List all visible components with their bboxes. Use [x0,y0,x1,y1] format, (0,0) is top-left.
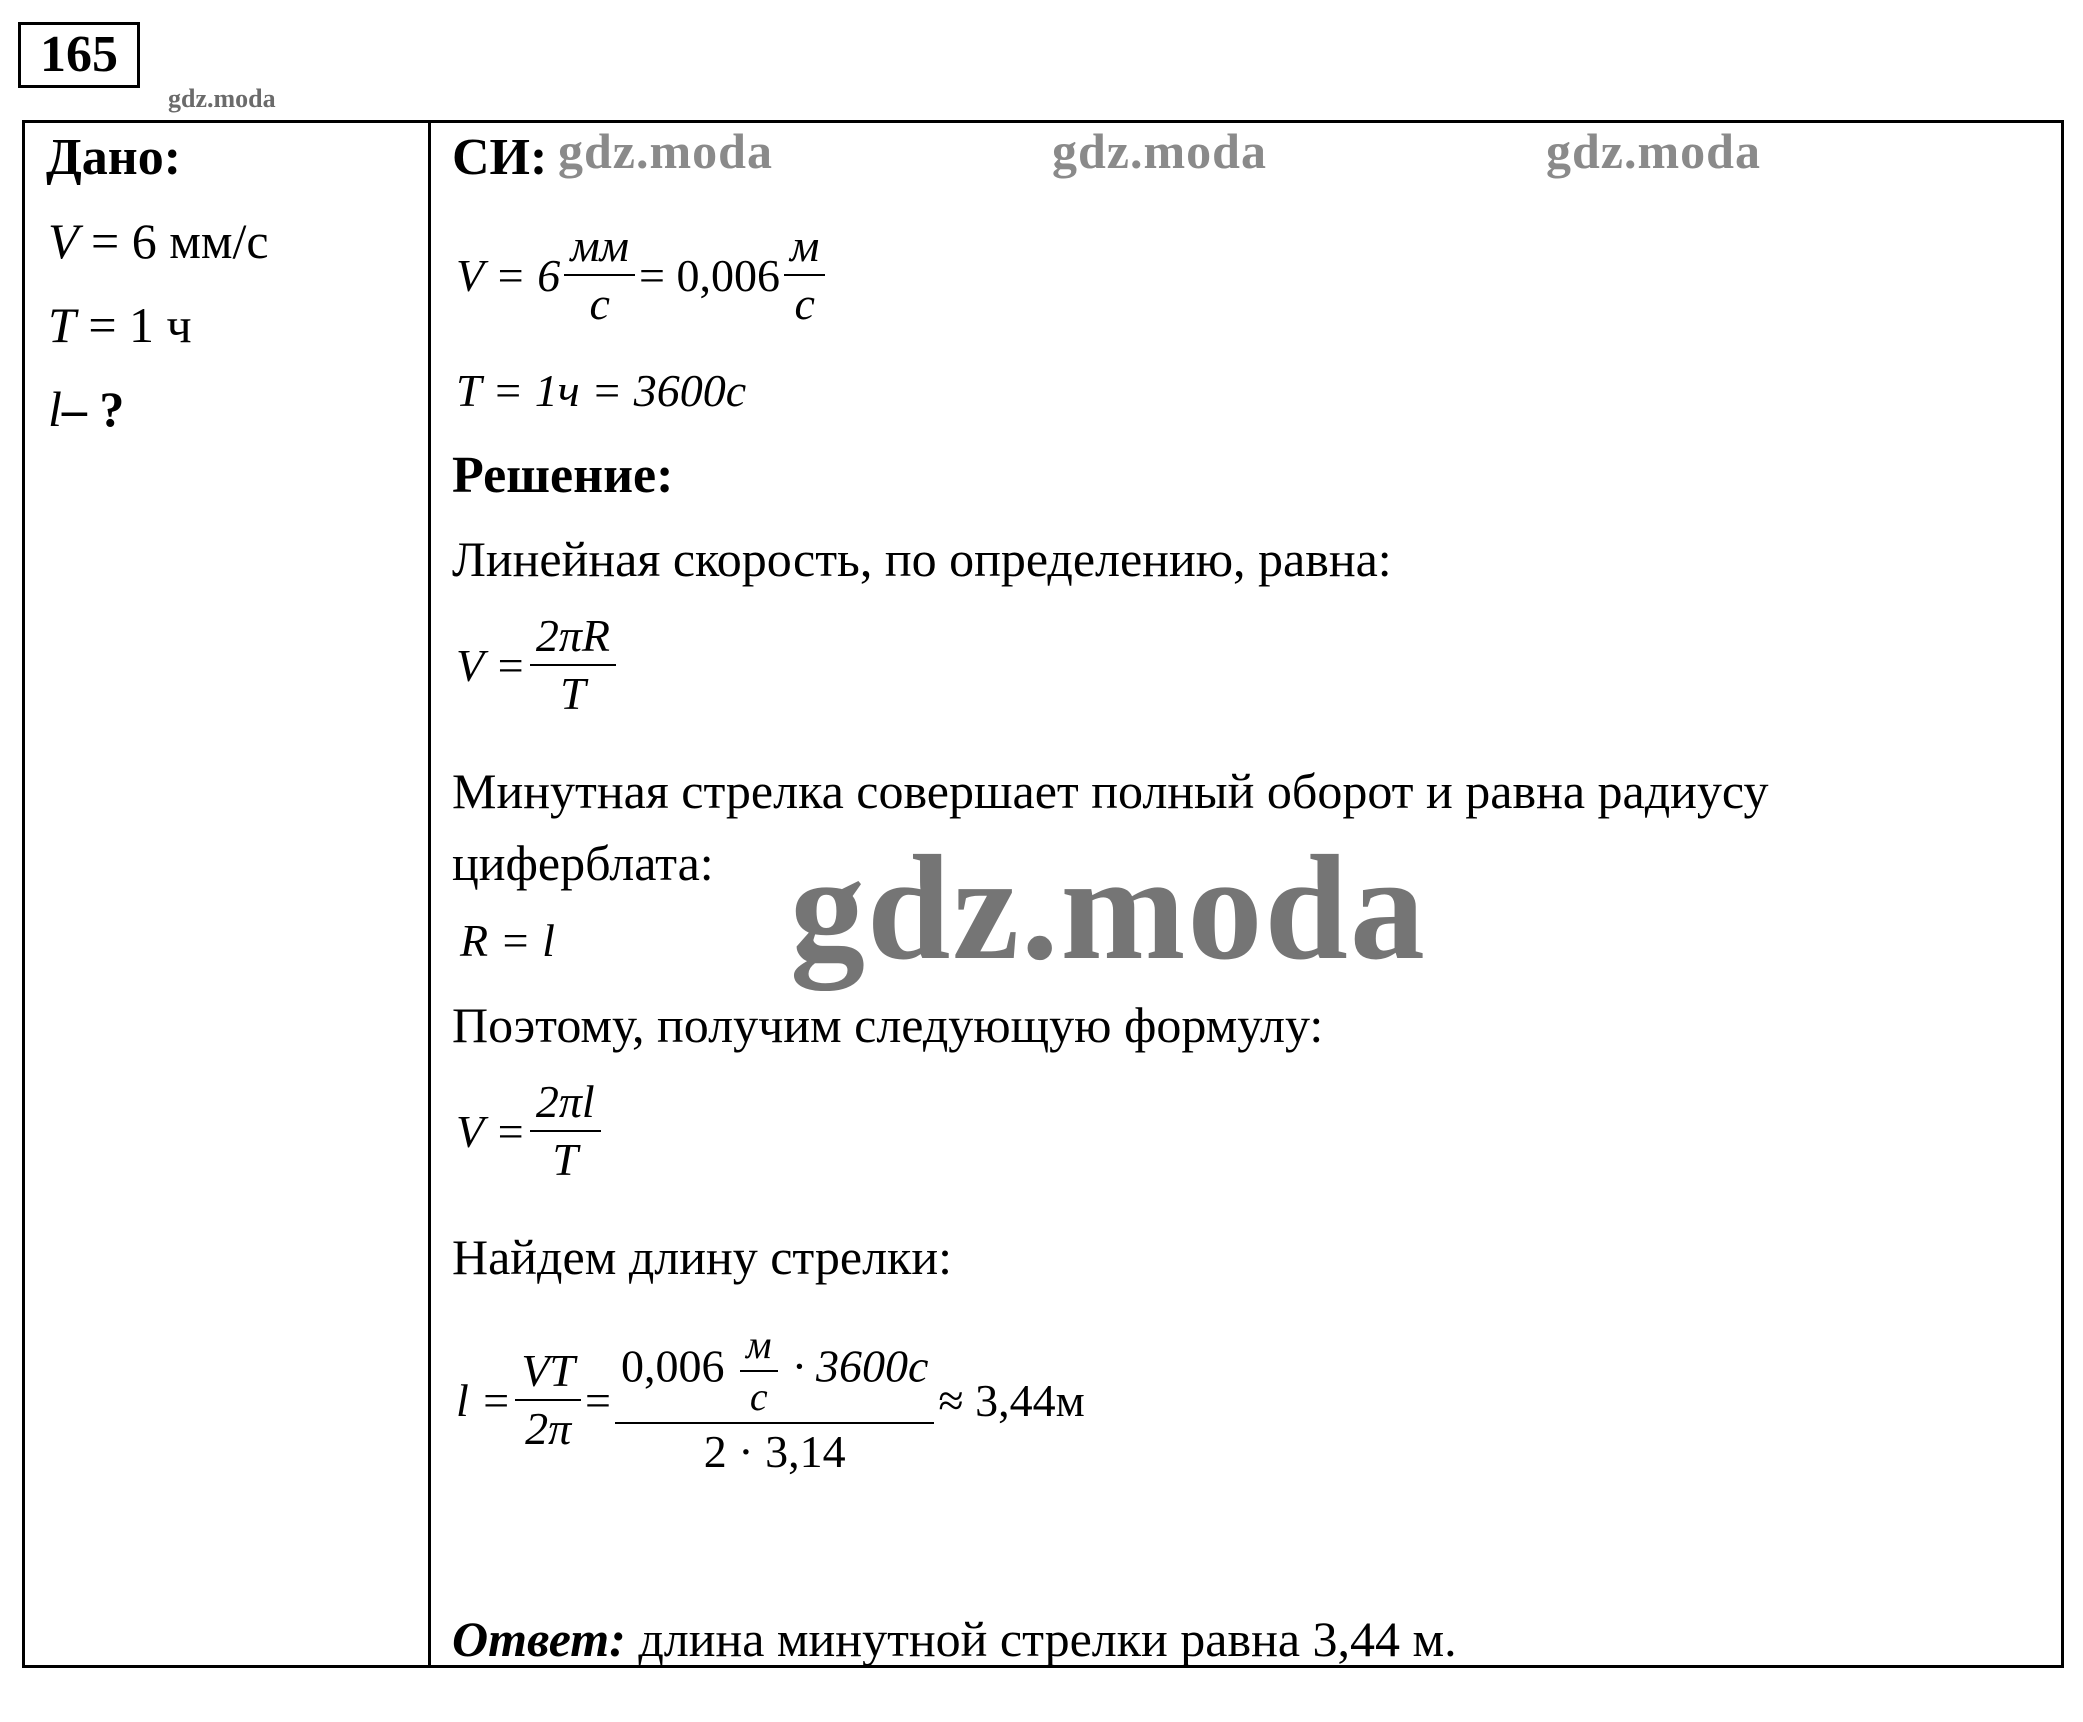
column-divider [428,120,431,1668]
si-velocity-num-2: м [784,222,825,276]
given-heading: Дано: [46,129,182,186]
formula-1-den: T [560,668,586,720]
answer-text: длина минутной стрелки равна 3,44 м. [638,1611,1457,1667]
given-velocity-var: V [48,213,79,269]
si-velocity-frac-1 [564,222,635,329]
formula-4-result: ≈ 3,44м [938,1374,1085,1426]
formula-4-inner-num: м [740,1324,778,1372]
formula-4-num-2-b: · 3600с [793,1340,929,1392]
formula-1-frac [530,612,616,719]
formula-4-frac-2 [615,1324,934,1476]
si-velocity-num-1: мм [564,222,635,276]
given-velocity-value: = 6 мм/с [91,213,269,269]
solution-paragraph-4: Найдем длину стрелки: [452,1229,952,1285]
formula-radius-equals-length: R = l [460,915,555,966]
formula-3-left: V = [456,1105,526,1157]
given-unknown [48,380,124,438]
answer-label: Ответ: [452,1611,626,1667]
formula-length-calculation [456,1324,1085,1476]
formula-4-equals: = [585,1374,611,1426]
watermark-center: gdz.moda [790,825,1427,991]
si-velocity-left: V = 6 [456,249,561,301]
si-velocity-mid: = 0,006 [639,249,780,301]
formula-4-num-2 [615,1324,934,1424]
formula-4-den-1: 2π [525,1403,572,1455]
formula-1-left: V = [456,639,526,691]
formula-4-num-2-a: 0,006 [620,1340,725,1392]
given-velocity [48,212,269,270]
si-velocity-den-1: с [589,278,610,330]
given-unknown-value: – ? [61,381,125,437]
formula-4-inner-den: с [749,1374,768,1419]
formula-3-den: T [552,1134,579,1186]
answer-line [452,1610,1457,1668]
given-unknown-var: l [48,381,62,437]
si-velocity-den-2: с [794,278,815,330]
watermark-top-2: gdz.moda [1052,123,1267,179]
formula-4-left: l = [456,1374,512,1426]
solution-paragraph-3: Поэтому, получим следующую формулу: [452,997,1324,1053]
given-period-value: = 1 ч [88,297,192,353]
formula-4-num-1: VT [515,1347,581,1401]
si-velocity-formula [456,222,829,329]
formula-3-num: 2πl [530,1078,601,1132]
solution-heading: Решение: [452,447,674,504]
watermark-top-3: gdz.moda [1546,123,1761,179]
si-heading: СИ: [452,129,548,186]
formula-4-inner-frac [740,1324,778,1418]
watermark-small: gdz.moda [168,84,276,113]
given-period-var: T [48,297,76,353]
formula-1-num: 2πR [530,612,616,666]
si-velocity-frac-2 [784,222,825,329]
solution-paragraph-2-line-1: Минутная стрелка совершает полный оборот и равна радиусу [452,763,1769,819]
solution-paragraph-1: Линейная скорость, по определению, равна: [452,531,1392,587]
formula-velocity-length [456,1078,605,1185]
solution-paragraph-2-line-2: циферблата: [452,835,714,891]
given-period [48,296,192,354]
watermark-top-1: gdz.moda [558,123,773,179]
si-period-formula: T = 1ч = 3600с [456,365,747,416]
problem-number: 165 [18,22,140,88]
formula-velocity-radius [456,612,620,719]
formula-4-den-2: 2 · 3,14 [703,1426,846,1477]
formula-3-frac [530,1078,601,1185]
formula-4-frac-1 [515,1344,581,1455]
